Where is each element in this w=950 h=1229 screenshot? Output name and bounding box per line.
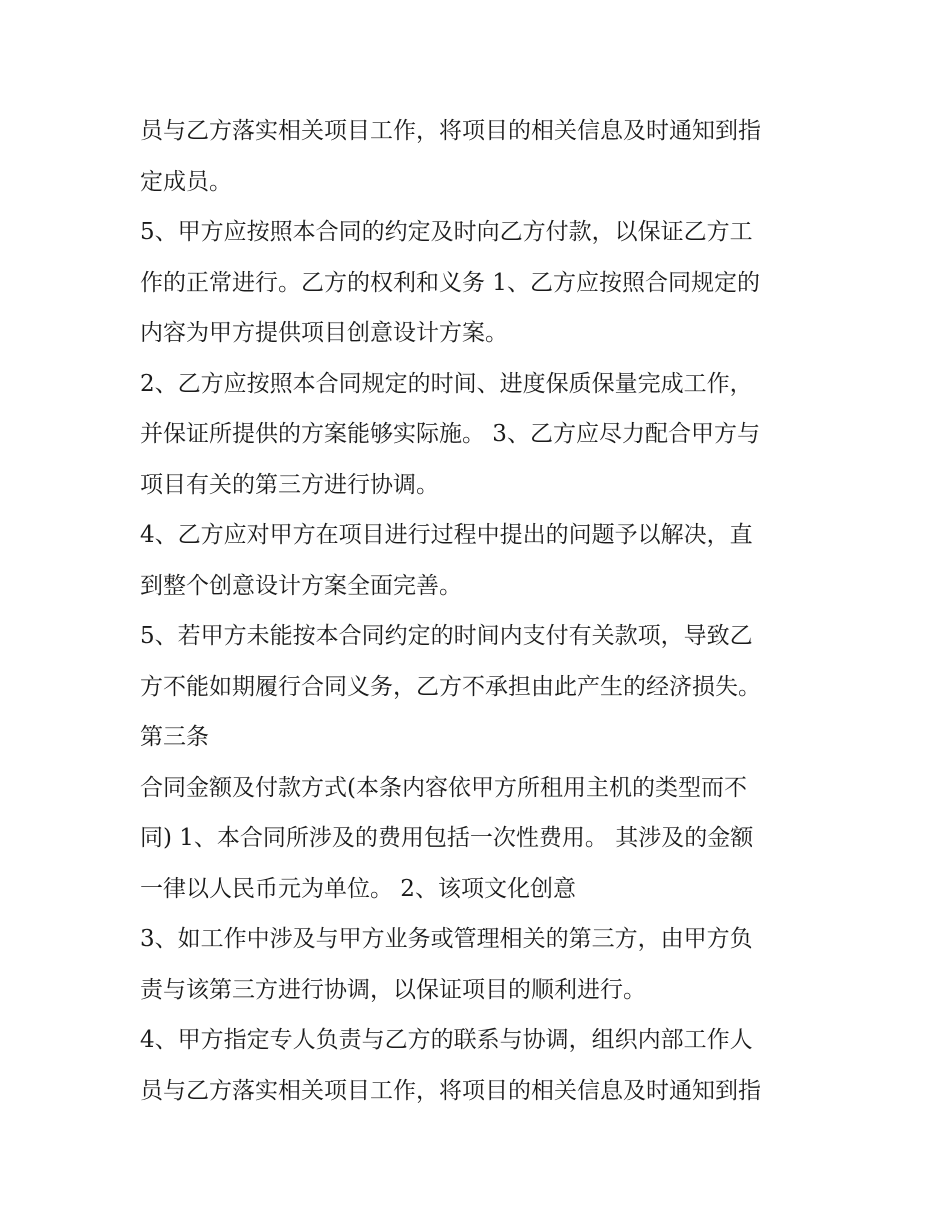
contract-body-text bbox=[140, 106, 820, 1116]
text-line: 2、乙方应按照本合同规定的时间、进度保质保量完成工作， bbox=[140, 370, 753, 397]
text-line: 员与乙方落实相关项目工作，将项目的相关信息及时通知到指 bbox=[140, 118, 761, 144]
text-line: 责与该第三方进行协调，以保证项目的顺利进行。 bbox=[140, 976, 646, 1003]
text-line: 5、甲方应按照本合同的约定及时向乙方付款，以保证乙方工 bbox=[140, 219, 753, 245]
text-line: 员与乙方落实相关项目工作，将项目的相关信息及时通知到指 bbox=[140, 1077, 761, 1104]
text-line: 并保证所提供的方案能够实际施。 3、乙方应尽力配合甲方与 bbox=[140, 421, 760, 447]
text-line: 一律以人民币元为单位。 2、该项文化创意 bbox=[140, 875, 576, 902]
text-line: 项目有关的第三方进行协调。 bbox=[140, 471, 439, 498]
text-line: 到整个创意设计方案全面完善。 bbox=[140, 572, 462, 599]
text-line: 3、如工作中涉及与甲方业务或管理相关的第三方，由甲方负 bbox=[140, 926, 753, 952]
text-line: 方不能如期履行合同义务，乙方不承担由此产生的经济损失。 bbox=[140, 673, 761, 700]
text-line: 合同金额及付款方式(本条内容依甲方所租用主机的类型而不 bbox=[140, 774, 747, 801]
text-line: 4、乙方应对甲方在项目进行过程中提出的问题予以解决，直 bbox=[140, 522, 753, 548]
text-line: 内容为甲方提供项目创意设计方案。 bbox=[140, 320, 508, 346]
text-line: 定成员。 bbox=[140, 168, 232, 195]
text-line: 4、甲方指定专人负责与乙方的联系与协调，组织内部工作人 bbox=[140, 1027, 753, 1053]
text-line: 同) 1、本合同所涉及的费用包括一次性费用。 其涉及的金额 bbox=[140, 825, 754, 851]
text-line: 5、若甲方未能按本合同约定的时间内支付有关款项，导致乙 bbox=[140, 623, 753, 649]
text-line: 作的正常进行。乙方的权利和义务 1、乙方应按照合同规定的 bbox=[140, 269, 760, 296]
section-heading: 第三条 bbox=[140, 724, 209, 750]
